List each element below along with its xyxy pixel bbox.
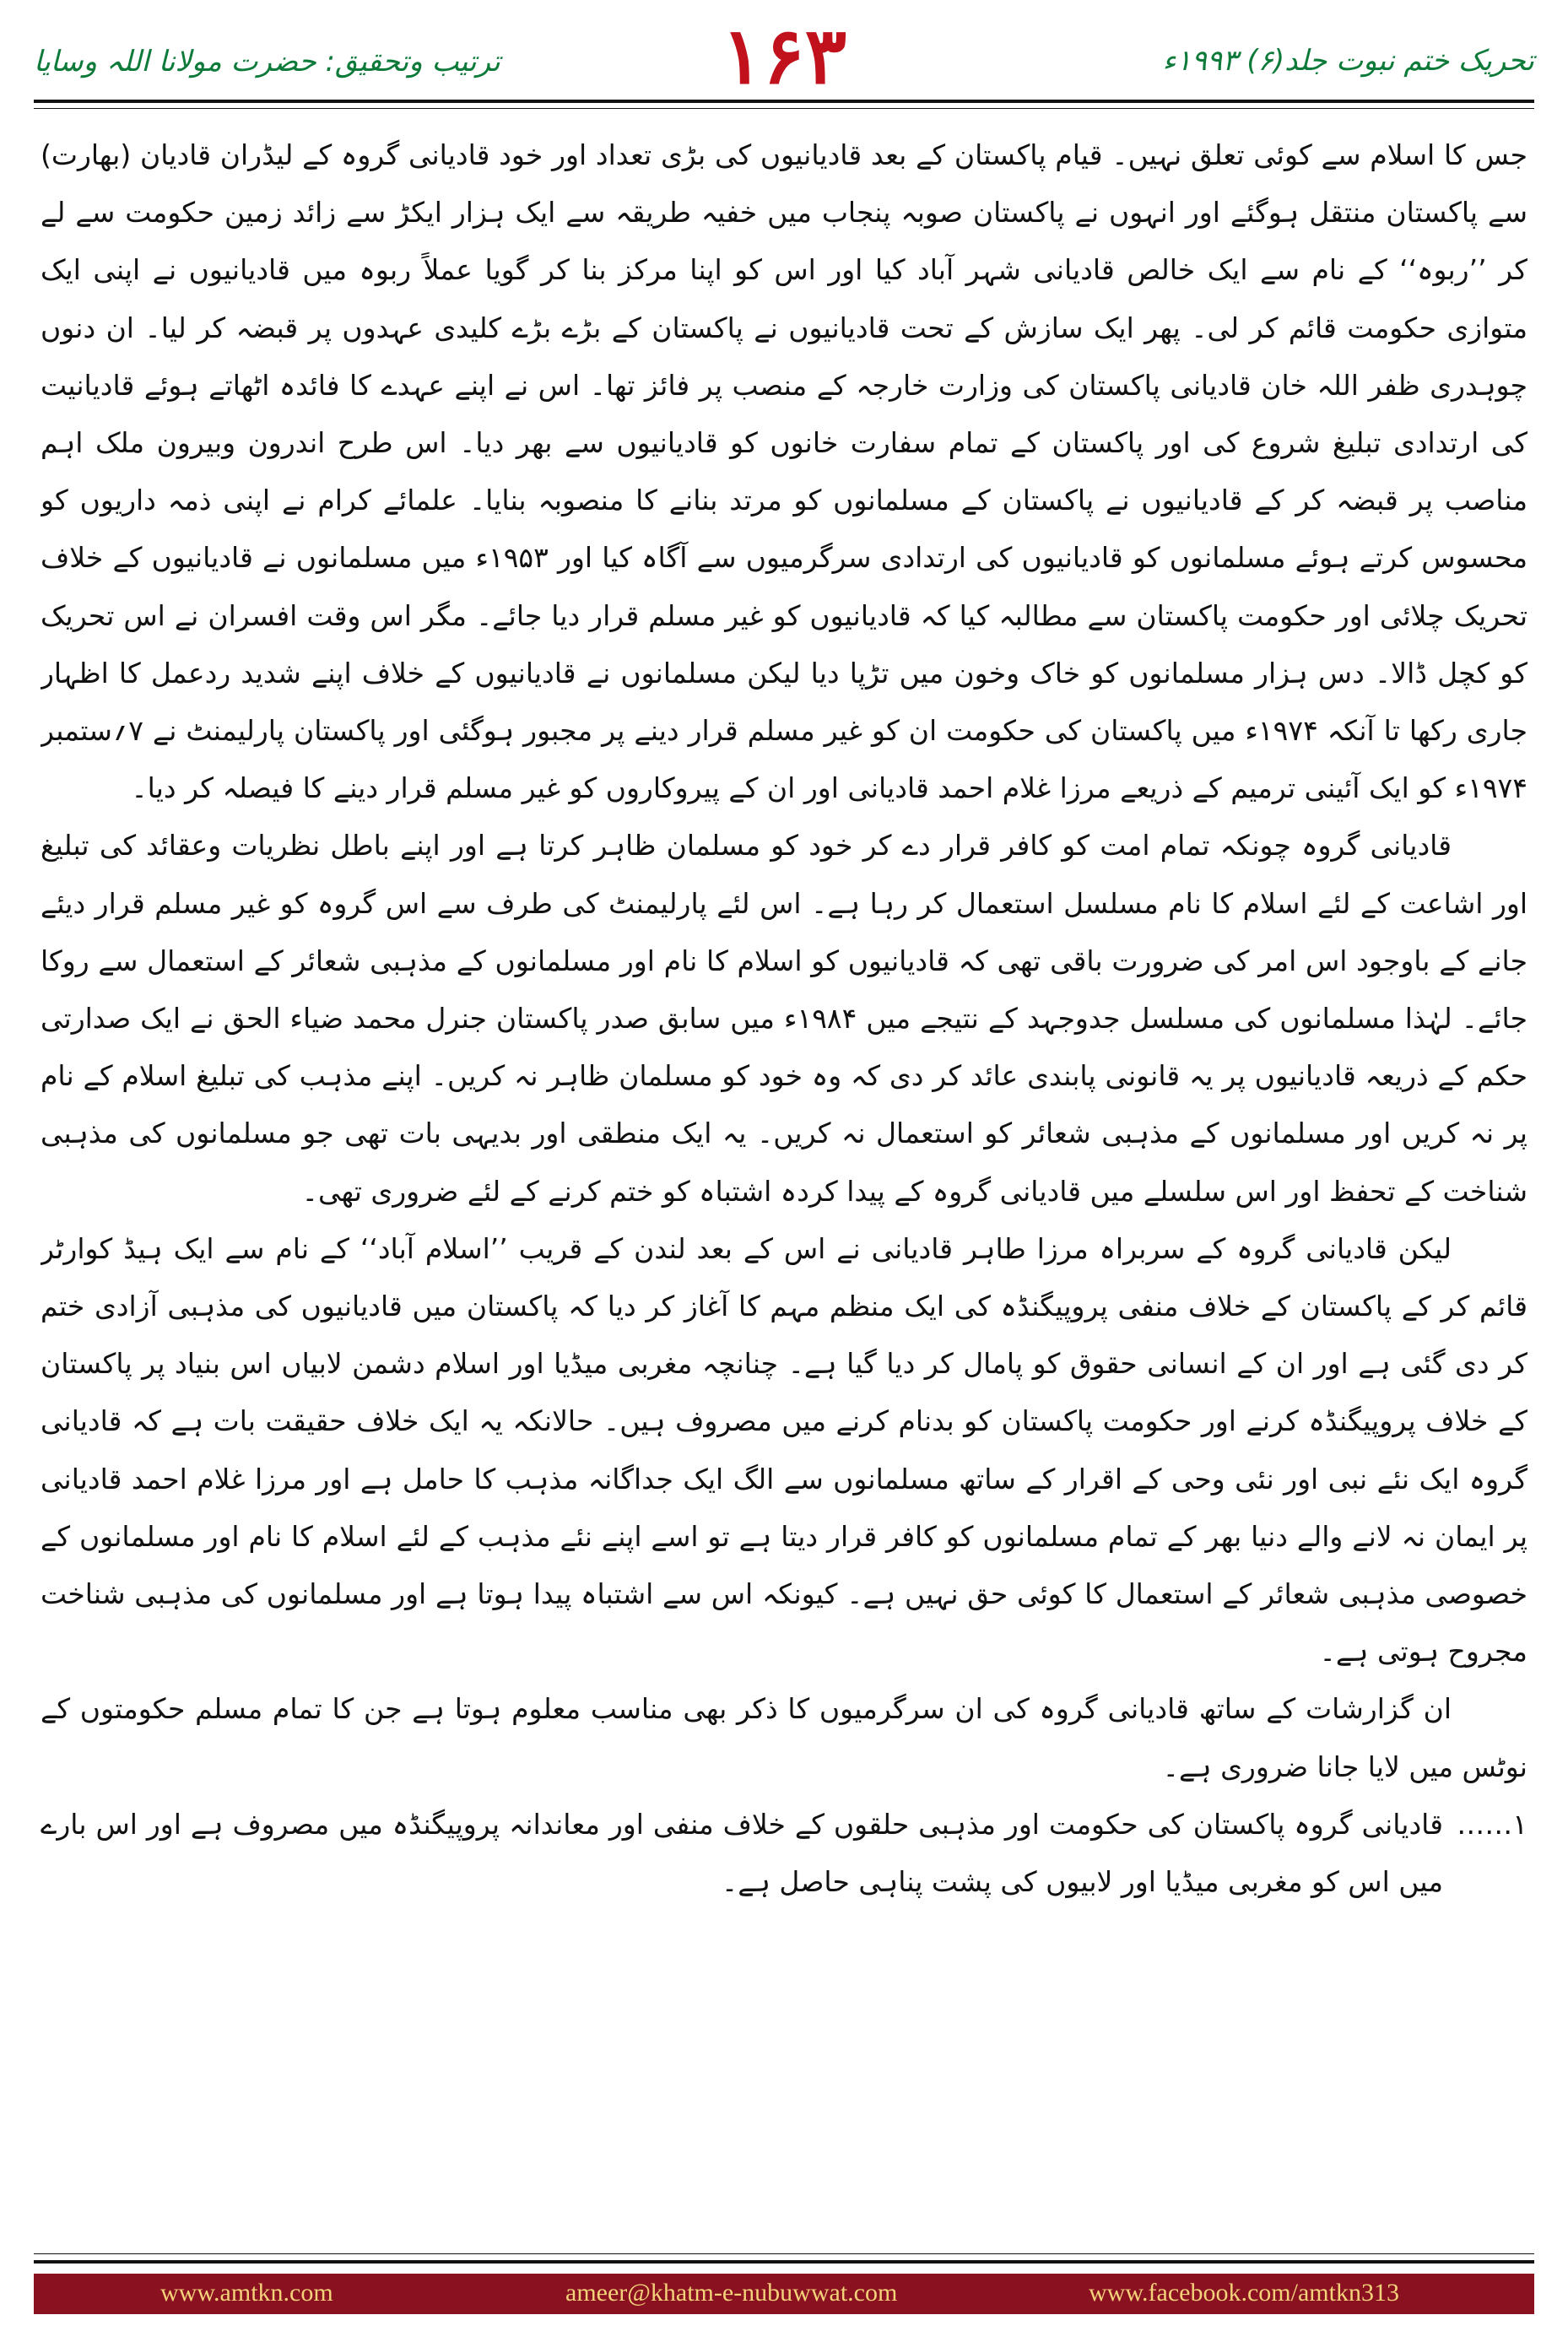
header-rule-thick (34, 100, 1534, 103)
paragraph-3: لیکن قادیانی گروہ کے سربراہ مرزا طاہر قادیانی نے اس کے بعد لندن کے قریب ’’اسلام آباد‘‘ کے نام سے ایک ہیڈ کوارٹر قائم کر کے پاکستان کے خلاف منفی پروپیگنڈہ کی ایک منظم مہم کا آغاز کر دیا کہ پاکستان میں قادیانیوں کی مذہبی آزادی ختم کر دی گئی ہے اور ان کے انسانی حقوق کو پامال کر دیا گیا ہے۔ چنانچہ مغربی میڈیا اور اسلام دشمن لابیاں اس بنیاد پر پاکستان کے خلاف پروپیگنڈہ کرنے اور حکومت پاکستان کو بدنام کرنے میں مصروف ہیں۔ حالانکہ یہ ایک خلاف حقیقت بات ہے کہ قادیانی گروہ ایک نئے نبی اور نئی وحی کے اقرار کے ساتھ مسلمانوں سے الگ ایک جداگانہ مذہب کا حامل ہے اور مرزا غلام احمد قادیانی پر ایمان نہ لانے والے دنیا بھر کے تمام مسلمانوں کو کافر قرار دیتا ہے تو اسے اپنے نئے مذہب کے لئے اسلام کا نام اور مسلمانوں کے خصوصی مذہبی شعائر کے استعمال کا کوئی حق نہیں ہے۔ کیونکہ اس سے اشتباہ پیدا ہوتا ہے اور مسلمانوں کی مذہبی شناخت مجروح ہوتی ہے۔ (41, 1231, 1527, 1669)
footer-facebook-link[interactable]: www.facebook.com/amtkn313 (1089, 2279, 1399, 2307)
paragraph-2: قادیانی گروہ چونکہ تمام امت کو کافر قرار دے کر خود کو مسلمان ظاہر کرتا ہے اور اپنے باطل نظریات وعقائد کی تبلیغ اور اشاعت کے لئے اسلام کا نام مسلسل استعمال کر رہا ہے۔ اس لئے پارلیمنٹ کی طرف سے اس گروہ کو غیر مسلم قرار دیئے جانے کے باوجود اس امر کی ضرورت باقی تھی کہ قادیانیوں کو اسلام کا نام اور مسلمانوں کے مذہبی شعائر کے استعمال سے روکا جائے۔ لہٰذا مسلمانوں کی مسلسل جدوجہد کے نتیجے میں ۱۹۸۴ء میں سابق صدر پاکستان جنرل محمد ضیاء الحق نے ایک صدارتی حکم کے ذریعہ قادیانیوں پر یہ قانونی پابندی عائد کر دی کہ وہ خود کو مسلمان ظاہر نہ کریں۔ اپنے مذہب کی تبلیغ اسلام کے نام پر نہ کریں اور مسلمانوں کے مذہبی شعائر کو استعمال نہ کریں۔ یہ ایک منطقی اور بدیہی بات تھی جو مسلمانوں کی مذہبی شناخت کے تحفظ اور اس سلسلے میں قادیانی گروہ کے پیدا کردہ اشتباہ کو ختم کرنے کے لئے ضروری تھی۔ (41, 829, 1527, 1208)
header-book-title: تحریک ختم نبوت جلد(۶) ۱۹۹۳ء (1162, 44, 1534, 78)
footer-bar (34, 2274, 1534, 2314)
numbered-item-1 (41, 1796, 1527, 1911)
paragraph-1: جس کا اسلام سے کوئی تعلق نہیں۔ قیام پاکستان کے بعد قادیانیوں کی بڑی تعداد اور خود قادیانی گروہ کے لیڈران قادیان (بھارت) سے پاکستان منتقل ہوگئے اور انہوں نے پاکستان صوبہ پنجاب میں خفیہ طریقہ سے ایک ہزار ایکڑ سے زائد زمین حکومت سے لے کر ’’ربوہ‘‘ کے نام سے ایک خالص قادیانی شہر آباد کیا اور اس کو اپنا مرکز بنا کر گویا عملاً ربوہ میں قادیانیوں نے اپنی ایک متوازی حکومت قائم کر لی۔ پھر ایک سازش کے تحت قادیانیوں نے پاکستان کے بڑے بڑے کلیدی عہدوں پر قبضہ کر لیا۔ ان دنوں چوہدری ظفر اللہ خان قادیانی پاکستان کی وزارت خارجہ کے منصب پر فائز تھا۔ اس نے اپنے عہدے کا فائدہ اٹھاتے ہوئے قادیانیت کی ارتدادی تبلیغ شروع کی اور پاکستان کے تمام سفارت خانوں کو قادیانیوں سے بھر دیا۔ اس طرح اندرون وبیرون ملک اہم مناصب پر قبضہ کر کے قادیانیوں نے پاکستان کے مسلمانوں کو مرتد بنانے کا منصوبہ بنایا۔ علمائے کرام نے اپنی ذمہ داریوں کو محسوس کرتے ہوئے مسلمانوں کو قادیانیوں کی ارتدادی سرگرمیوں سے آگاہ کیا اور ۱۹۵۳ء میں مسلمانوں نے قادیانیوں کے خلاف تحریک چلائی اور حکومت پاکستان سے مطالبہ کیا کہ قادیانیوں کو غیر مسلم قرار دیا جائے۔ مگر اس وقت افسران نے اس تحریک کو کچل ڈالا۔ دس ہزار مسلمانوں کو خاک وخون میں تڑپا دیا لیکن مسلمانوں نے قادیانیوں کے خلاف اپنے شدید ردعمل کا اظہار جاری رکھا تا آنکہ ۱۹۷۴ء میں پاکستان کی حکومت ان کو غیر مسلم قرار دینے پر مجبور ہوگئی اور پاکستان پارلیمنٹ نے ۷؍ستمبر ۱۹۷۴ء کو ایک آئینی ترمیم کے ذریعے مرزا غلام احمد قادیانی اور ان کے پیروکاروں کو غیر مسلم قرار دینے کا فیصلہ کر دیا۔ (41, 138, 1527, 805)
footer-website-link[interactable]: www.amtkn.com (160, 2279, 333, 2307)
footer-email-link[interactable]: ameer@khatm-e-nubuwwat.com (565, 2279, 898, 2307)
footer-rule-thick (34, 2260, 1534, 2264)
item-number: ۱…… (1457, 1807, 1527, 1841)
item-text: قادیانی گروہ پاکستان کی حکومت اور مذہبی حلقوں کے خلاف منفی اور معاندانہ پروپیگنڈہ میں مصروف ہے اور اس بارے میں اس کو مغربی میڈیا اور لابیوں کی پشت پناہی حاصل ہے۔ (41, 1807, 1443, 1899)
page-number: ۱۶۳ (721, 10, 847, 101)
header-rule-thin (34, 108, 1534, 109)
header-compiler-credit: ترتیب وتحقیق: حضرت مولانا اللہ وسایا (34, 45, 500, 78)
paragraph-4: ان گزارشات کے ساتھ قادیانی گروہ کی ان سرگرمیوں کا ذکر بھی مناسب معلوم ہوتا ہے جن کا تمام مسلم حکومتوں کے نوٹس میں لایا جانا ضروری ہے۔ (41, 1692, 1527, 1783)
footer-rule-thin (34, 2253, 1534, 2254)
page-body (41, 127, 1527, 2241)
